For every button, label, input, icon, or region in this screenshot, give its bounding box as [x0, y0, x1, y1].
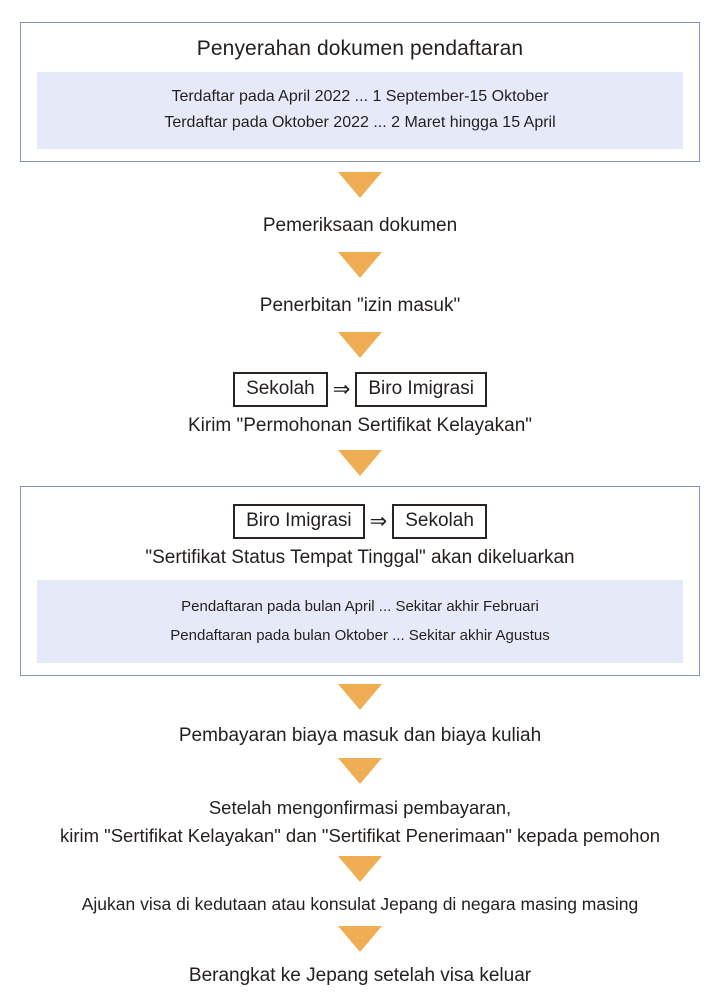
- step-payment: Pembayaran biaya masuk dan biaya kuliah: [178, 725, 542, 746]
- double-arrow-icon: ⇒: [369, 509, 388, 533]
- spacer: [0, 676, 720, 684]
- spacer: [21, 496, 699, 504]
- down-arrow-icon: [338, 332, 382, 358]
- step-after-payment: [0, 794, 720, 850]
- arrow-connector: [0, 684, 720, 710]
- spacer: [0, 358, 720, 372]
- double-arrow-icon: ⇒: [332, 377, 351, 401]
- spacer: [0, 278, 720, 292]
- spacer: [0, 918, 720, 926]
- arrow-connector: [0, 926, 720, 952]
- down-arrow-icon: [338, 758, 382, 784]
- note-line: Pendaftaran pada bulan April ... Sekitar akhir Februari: [181, 598, 539, 615]
- note-line: Terdaftar pada April 2022 ... 1 September-15 Oktober: [171, 88, 549, 105]
- down-arrow-icon: [338, 926, 382, 952]
- step-after-payment-line1: Setelah mengonfirmasi pembayaran,: [208, 797, 512, 818]
- step-after-payment-line2: kirim "Sertifikat Kelayakan" dan "Sertifikat Penerimaan" kepada pemohon: [59, 825, 661, 846]
- spacer: [0, 952, 720, 962]
- stage-box-submission: [20, 22, 700, 162]
- stage-title-submission: Penyerahan dokumen pendaftaran: [196, 37, 524, 60]
- down-arrow-icon: [338, 684, 382, 710]
- spacer: [0, 784, 720, 794]
- top-spacer: [0, 0, 720, 22]
- entity-row-immigration-to-school: [21, 504, 699, 539]
- caption-residence-certificate-issued: "Sertifikat Status Tempat Tinggal" akan dikeluarkan: [145, 547, 575, 568]
- entity-box-immigration-bureau: Biro Imigrasi: [355, 372, 487, 407]
- down-arrow-icon: [338, 856, 382, 882]
- spacer: [0, 750, 720, 758]
- entity-box-immigration-bureau: Biro Imigrasi: [233, 504, 365, 539]
- note-panel-residence: [37, 580, 683, 663]
- note-line: Terdaftar pada Oktober 2022 ... 2 Maret hingga 15 April: [164, 114, 556, 131]
- arrow-connector: [0, 332, 720, 358]
- spacer: [0, 440, 720, 450]
- entity-box-school: Sekolah: [392, 504, 487, 539]
- note-line: Pendaftaran pada bulan Oktober ... Sekitar akhir Agustus: [170, 627, 550, 644]
- step-departure: Berangkat ke Jepang setelah visa keluar: [188, 965, 532, 986]
- step-entry-permit: Penerbitan "izin masuk": [259, 295, 461, 316]
- spacer: [0, 198, 720, 212]
- arrow-connector: [0, 252, 720, 278]
- step-visa-application: Ajukan visa di kedutaan atau konsulat Jepang di negara masing masing: [81, 894, 639, 914]
- spacer: [0, 710, 720, 722]
- spacer: [0, 240, 720, 252]
- arrow-connector: [0, 856, 720, 882]
- arrow-connector: [0, 172, 720, 198]
- spacer: [0, 476, 720, 486]
- down-arrow-icon: [338, 172, 382, 198]
- caption-send-eligibility-application: Kirim "Permohonan Sertifikat Kelayakan": [187, 415, 533, 436]
- note-panel-submission: [37, 72, 683, 149]
- spacer: [0, 162, 720, 172]
- entity-row-school-to-immigration: [0, 372, 720, 407]
- spacer: [0, 882, 720, 890]
- stage-box-residence-certificate: [20, 486, 700, 676]
- step-document-check: Pemeriksaan dokumen: [262, 215, 458, 236]
- arrow-connector: [0, 450, 720, 476]
- entity-box-school: Sekolah: [233, 372, 328, 407]
- spacer: [21, 572, 699, 580]
- down-arrow-icon: [338, 450, 382, 476]
- spacer: [0, 320, 720, 332]
- down-arrow-icon: [338, 252, 382, 278]
- arrow-connector: [0, 758, 720, 784]
